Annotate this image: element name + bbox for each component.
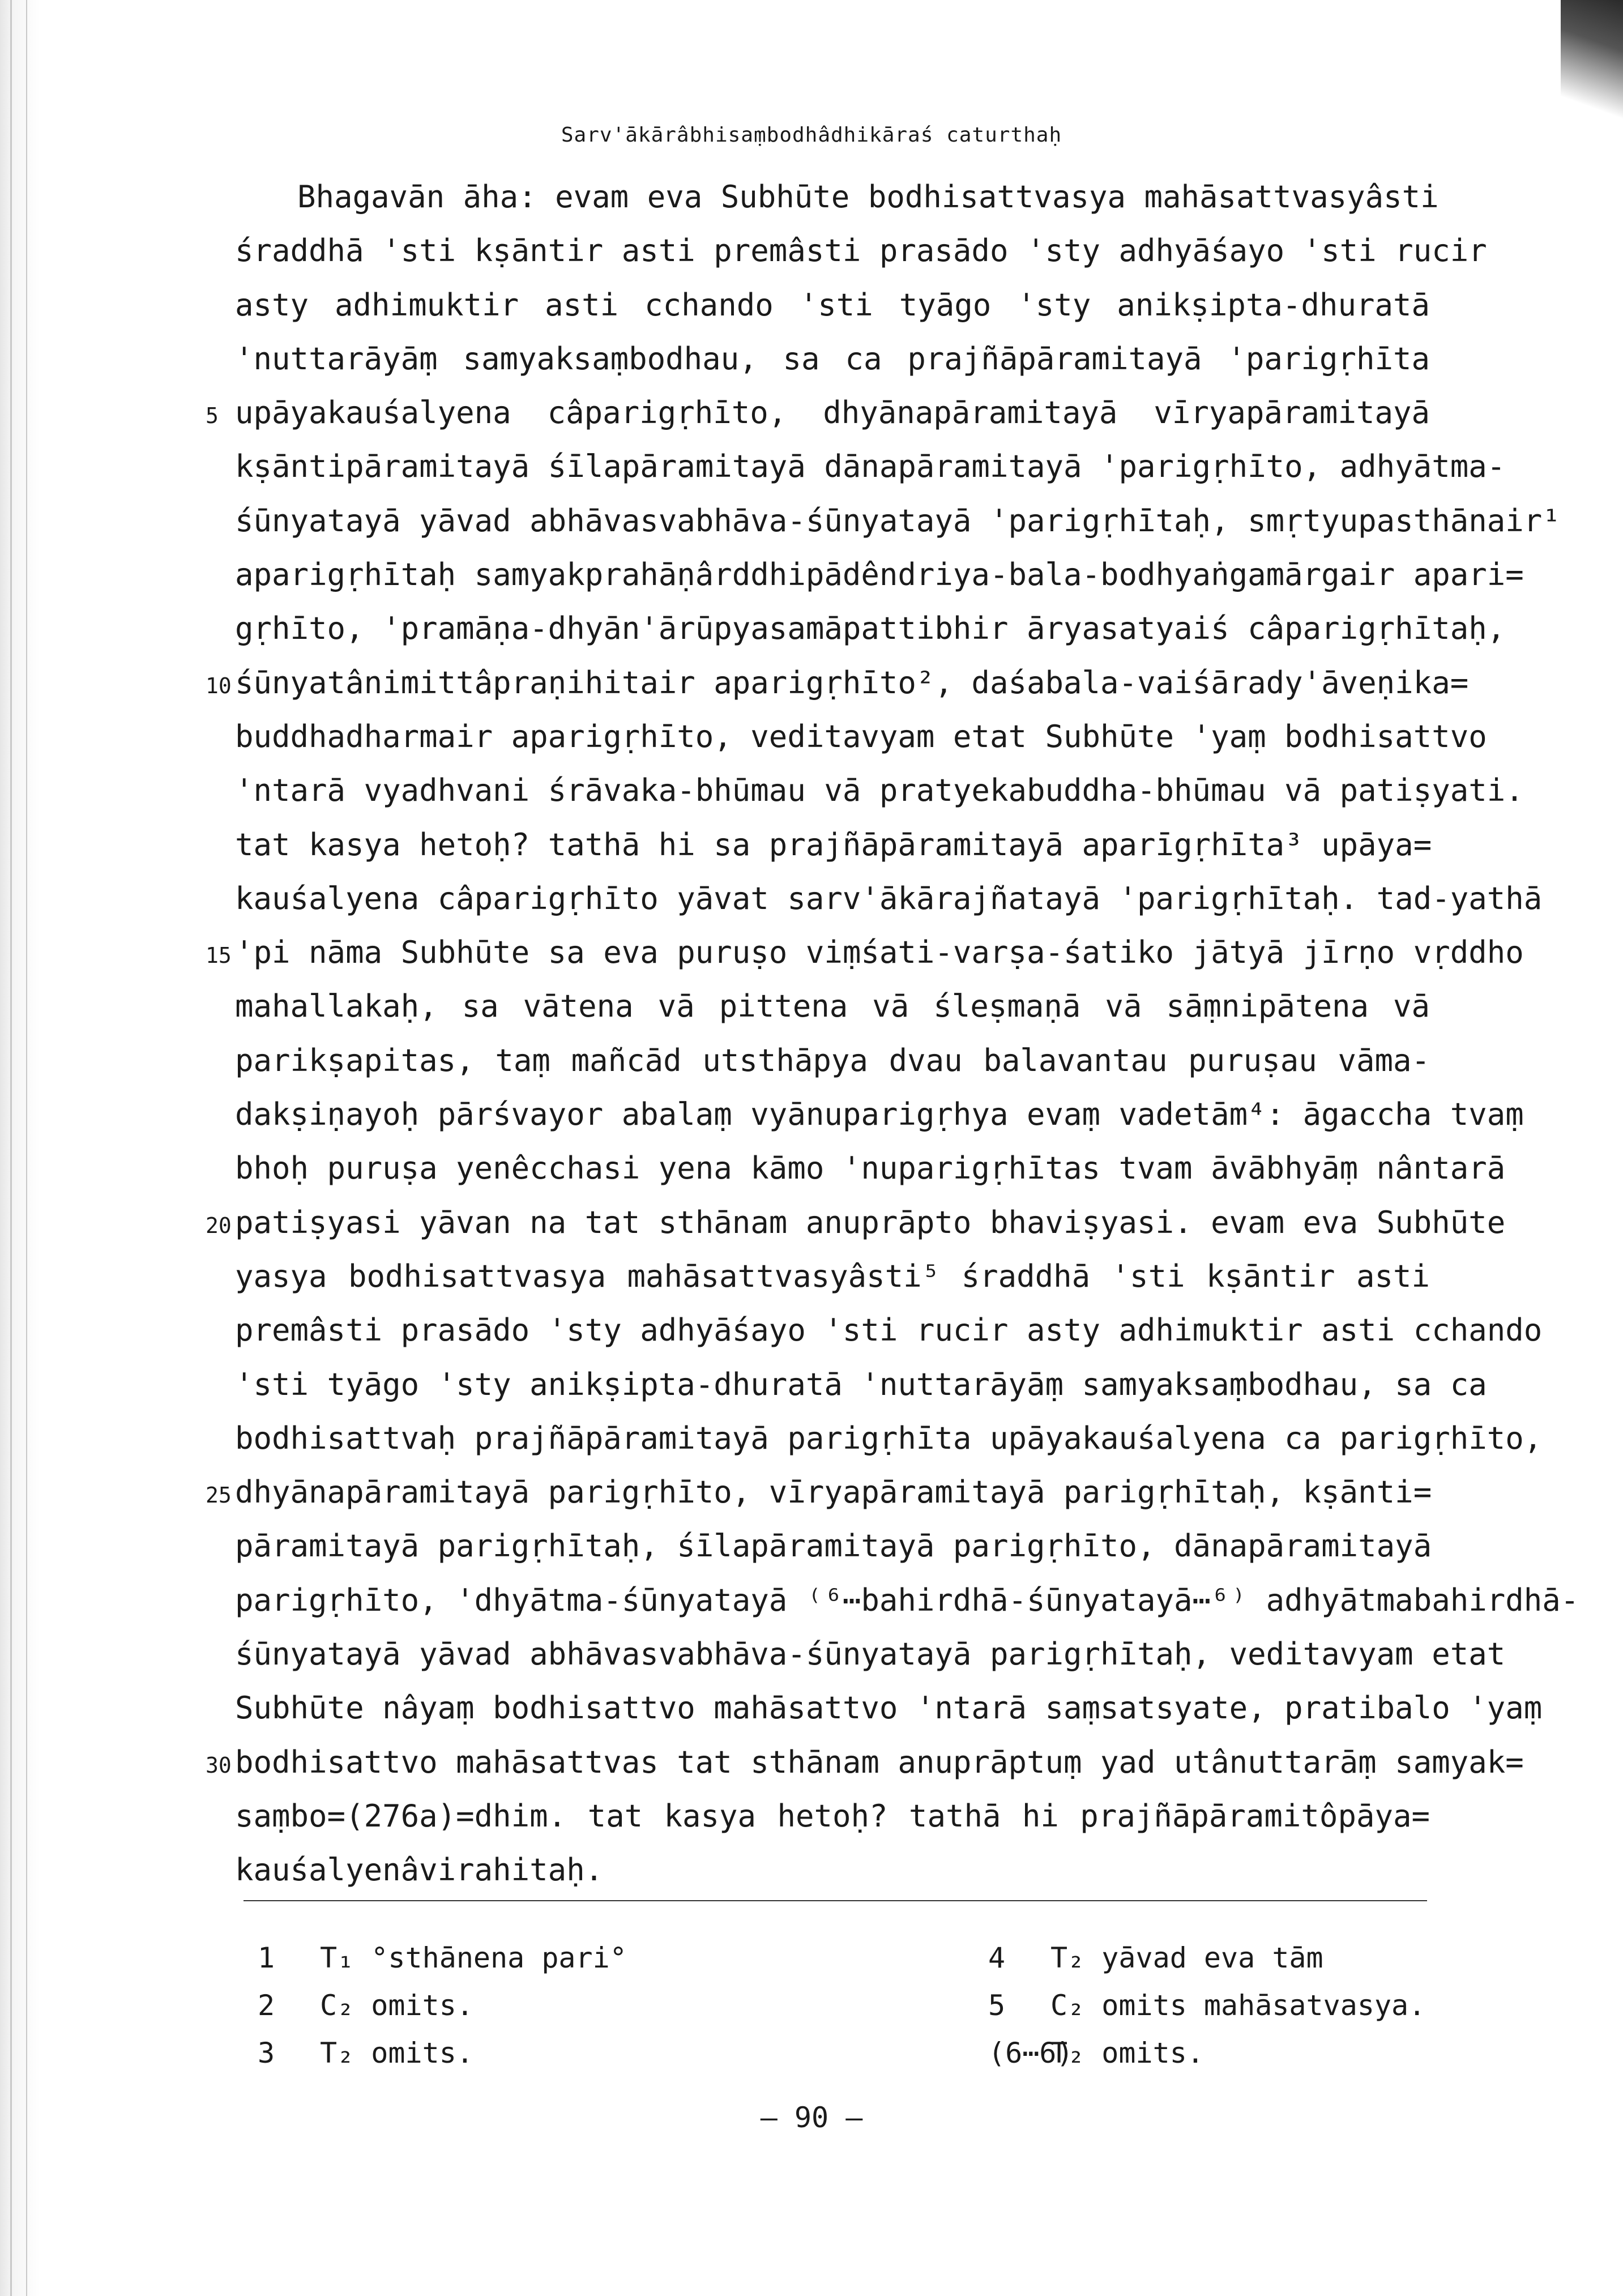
line-text: kauśalyenâvirahitaḥ.: [235, 1852, 604, 1888]
line-text: dakṣiṇayoḥ pārśvayor abalaṃ vyānuparigṛhya evaṃ vadetām⁴: āgaccha tvaṃ: [235, 1096, 1524, 1133]
text-line: [235, 979, 1430, 1033]
text-line: [235, 601, 1506, 655]
footnotes-left-column: [258, 1934, 627, 2077]
footnote-rule: [244, 1900, 1427, 1901]
footnote-text: T₂ omits.: [1050, 2037, 1204, 2069]
text-line: [235, 1249, 1430, 1303]
text-line: [235, 1087, 1524, 1141]
scan-edge-left: [0, 0, 40, 2296]
line-text: bhoḥ puruṣa yenêcchasi yena kāmo 'nuparigṛhītas tvam āvābhyāṃ nântarā: [235, 1150, 1506, 1187]
line-text: pāramitayā parigṛhītaḥ, śīlapāramitayā parigṛhīto, dānapāramitayā: [235, 1528, 1432, 1564]
text-line: [206, 1735, 1524, 1789]
footnote-text: T₂ yāvad eva tām: [1050, 1941, 1323, 1974]
running-head: Sarv'ākārâbhisaṃbodhâdhikāraś caturthaḥ: [561, 123, 1062, 147]
line-text: aparigṛhītaḥ samyakprahāṇârddhipādêndriya-bala-bodhyaṅgamārgair apari=: [235, 557, 1524, 593]
line-text: śūnyatayā yāvad abhāvasvabhāva-śūnyatayā 'parigṛhītaḥ, smṛtyupasthānair¹: [235, 502, 1561, 539]
footnote: [258, 1934, 627, 1982]
text-line: [235, 1411, 1543, 1465]
text-line: [206, 656, 1469, 710]
footnote-mark: 3: [258, 2037, 275, 2069]
footnote-text: C₂ omits mahāsatvasya.: [1050, 1989, 1426, 2022]
line-text: patiṣyasi yāvan na tat sthānam anuprāpto bhaviṣyasi. evam eva Subhūte: [235, 1204, 1506, 1240]
line-number: 20: [206, 1213, 232, 1238]
line-text: mahallakaḥ, sa vātena vā pittena vā śleṣmaṇā vā sāṃnipātena vā: [235, 988, 1430, 1025]
text-line: [235, 1789, 1430, 1843]
line-number: 5: [206, 403, 219, 429]
text-line: [206, 1196, 1506, 1249]
text-line: [235, 1519, 1430, 1573]
text-line: [235, 1573, 1579, 1627]
line-number: 10: [206, 673, 232, 698]
footnote-text: T₂ omits.: [320, 2037, 473, 2069]
line-text: 'ntarā vyadhvani śrāvaka-bhūmau vā pratyekabuddha-bhūmau vā patiṣyati.: [235, 773, 1524, 809]
text-line: [206, 386, 1430, 439]
text-line: [235, 494, 1561, 548]
line-text: śūnyatayā yāvad abhāvasvabhāva-śūnyatayā parigṛhītaḥ, veditavyam etat: [235, 1636, 1506, 1672]
footnotes-right-column: [988, 1934, 1425, 2077]
line-number: 15: [206, 943, 232, 968]
text-line: [235, 548, 1524, 601]
footnote-text: T₁ °sthānena pari°: [320, 1941, 627, 1974]
footnote-mark: (6⋯6): [988, 2037, 1074, 2069]
footnote: [988, 1934, 1425, 1982]
footnote-mark: 1: [258, 1941, 275, 1974]
line-text: 'sti tyāgo 'sty anikṣipta-dhuratā 'nuttarāyāṃ samyaksaṃbodhau, sa ca: [235, 1366, 1487, 1402]
line-text: saṃbo=(276a)=dhim. tat kasya hetoḥ? tathā hi prajñāpāramitôpāya=: [235, 1798, 1430, 1834]
line-text: parigṛhīto, 'dhyātma-śūnyatayā ⁽⁶⋯bahirdhā-śūnyatayā⋯⁶⁾ adhyātmabahirdhā-: [235, 1582, 1579, 1618]
line-text: śūnyatânimittâpraṇihitair aparigṛhīto², daśabala-vaiśārady'āveṇika=: [235, 664, 1469, 701]
text-line: [235, 332, 1430, 386]
text-line: [235, 763, 1524, 817]
line-text: buddhadharmair aparigṛhīto, veditavyam etat Subhūte 'yaṃ bodhisattvo: [235, 718, 1487, 754]
scan-artifact-line: [10, 0, 12, 2296]
text-line: [235, 1303, 1543, 1357]
line-text: Subhūte nâyaṃ bodhisattvo mahāsattvo 'ntarā saṃsatsyate, pratibalo 'yaṃ: [235, 1690, 1543, 1726]
line-text: upāyakauśalyena câparigṛhīto, dhyānapāramitayā vīryapāramitayā: [235, 395, 1430, 431]
text-line: [235, 1681, 1543, 1735]
text-line: [235, 710, 1487, 763]
text-line: [235, 1627, 1506, 1681]
line-text: parikṣapitas, taṃ mañcād utsthāpya dvau balavantau puruṣau vāma-: [235, 1042, 1430, 1078]
text-line: [206, 925, 1524, 979]
line-number: 30: [206, 1752, 232, 1778]
text-line: [235, 1034, 1430, 1087]
text-line: [235, 1141, 1506, 1195]
text-line: [235, 1843, 1430, 1897]
line-text: 'pi nāma Subhūte sa eva puruṣo viṃśati-varṣa-śatiko jātyā jīrṇo vṛddho: [235, 934, 1524, 971]
footnote-mark: 4: [988, 1941, 1006, 1974]
line-text: gṛhīto, 'pramāṇa-dhyān'ārūpyasamāpattibhir āryasatyaiś câparigṛhītaḥ,: [235, 611, 1506, 647]
text-line: [235, 439, 1506, 493]
footnote-mark: 2: [258, 1989, 275, 2022]
line-text: yasya bodhisattvasya mahāsattvasyâsti⁵ śraddhā 'sti kṣāntir asti: [235, 1258, 1430, 1294]
footnote: [988, 1982, 1425, 2029]
text-line: [206, 1465, 1432, 1519]
text-line: [235, 224, 1487, 278]
footnote-text: C₂ omits.: [320, 1989, 473, 2022]
body-text: [206, 170, 1579, 1897]
line-text: śraddhā 'sti kṣāntir asti premâsti prasādo 'sty adhyāśayo 'sti rucir: [235, 233, 1487, 269]
line-text: kauśalyena câparigṛhīto yāvat sarv'ākārajñatayā 'parigṛhītaḥ. tad-yathā: [235, 880, 1543, 916]
line-text: bodhisattvaḥ prajñāpāramitayā parigṛhīta upāyakauśalyena ca parigṛhīto,: [235, 1420, 1543, 1456]
text-line: [235, 872, 1543, 925]
footnote: [988, 2029, 1425, 2077]
line-text: tat kasya hetoḥ? tathā hi sa prajñāpāramitayā aparīgṛhīta³ upāya=: [235, 826, 1432, 863]
line-text: kṣāntipāramitayā śīlapāramitayā dānapāramitayā 'parigṛhīto, adhyātma-: [235, 449, 1506, 485]
line-text: premâsti prasādo 'sty adhyāśayo 'sti rucir asty adhimuktir asti cchando: [235, 1312, 1543, 1348]
line-text: Bhagavān āha: evam eva Subhūte bodhisattvasya mahāsattvasyâsti: [297, 179, 1439, 215]
line-text: bodhisattvo mahāsattvas tat sthānam anuprāptuṃ yad utânuttarāṃ samyak=: [235, 1744, 1524, 1780]
text-line: [235, 1358, 1487, 1411]
text-line: [235, 170, 1439, 224]
footnote-mark: 5: [988, 1989, 1006, 2022]
line-text: dhyānapāramitayā parigṛhīto, vīryapāramitayā parigṛhītaḥ, kṣānti=: [235, 1474, 1432, 1510]
text-line: [235, 818, 1430, 872]
text-line: [235, 278, 1430, 332]
line-number: 25: [206, 1483, 232, 1508]
scan-artifact-line: [26, 0, 27, 2296]
line-text: asty adhimuktir asti cchando 'sti tyāgo 'sty anikṣipta-dhuratā: [235, 287, 1430, 323]
footnote: [258, 2029, 627, 2077]
line-text: 'nuttarāyāṃ samyaksaṃbodhau, sa ca prajñāpāramitayā 'parigṛhīta: [235, 340, 1430, 377]
footnote: [258, 1982, 627, 2029]
page-number: — 90 —: [760, 2101, 863, 2134]
